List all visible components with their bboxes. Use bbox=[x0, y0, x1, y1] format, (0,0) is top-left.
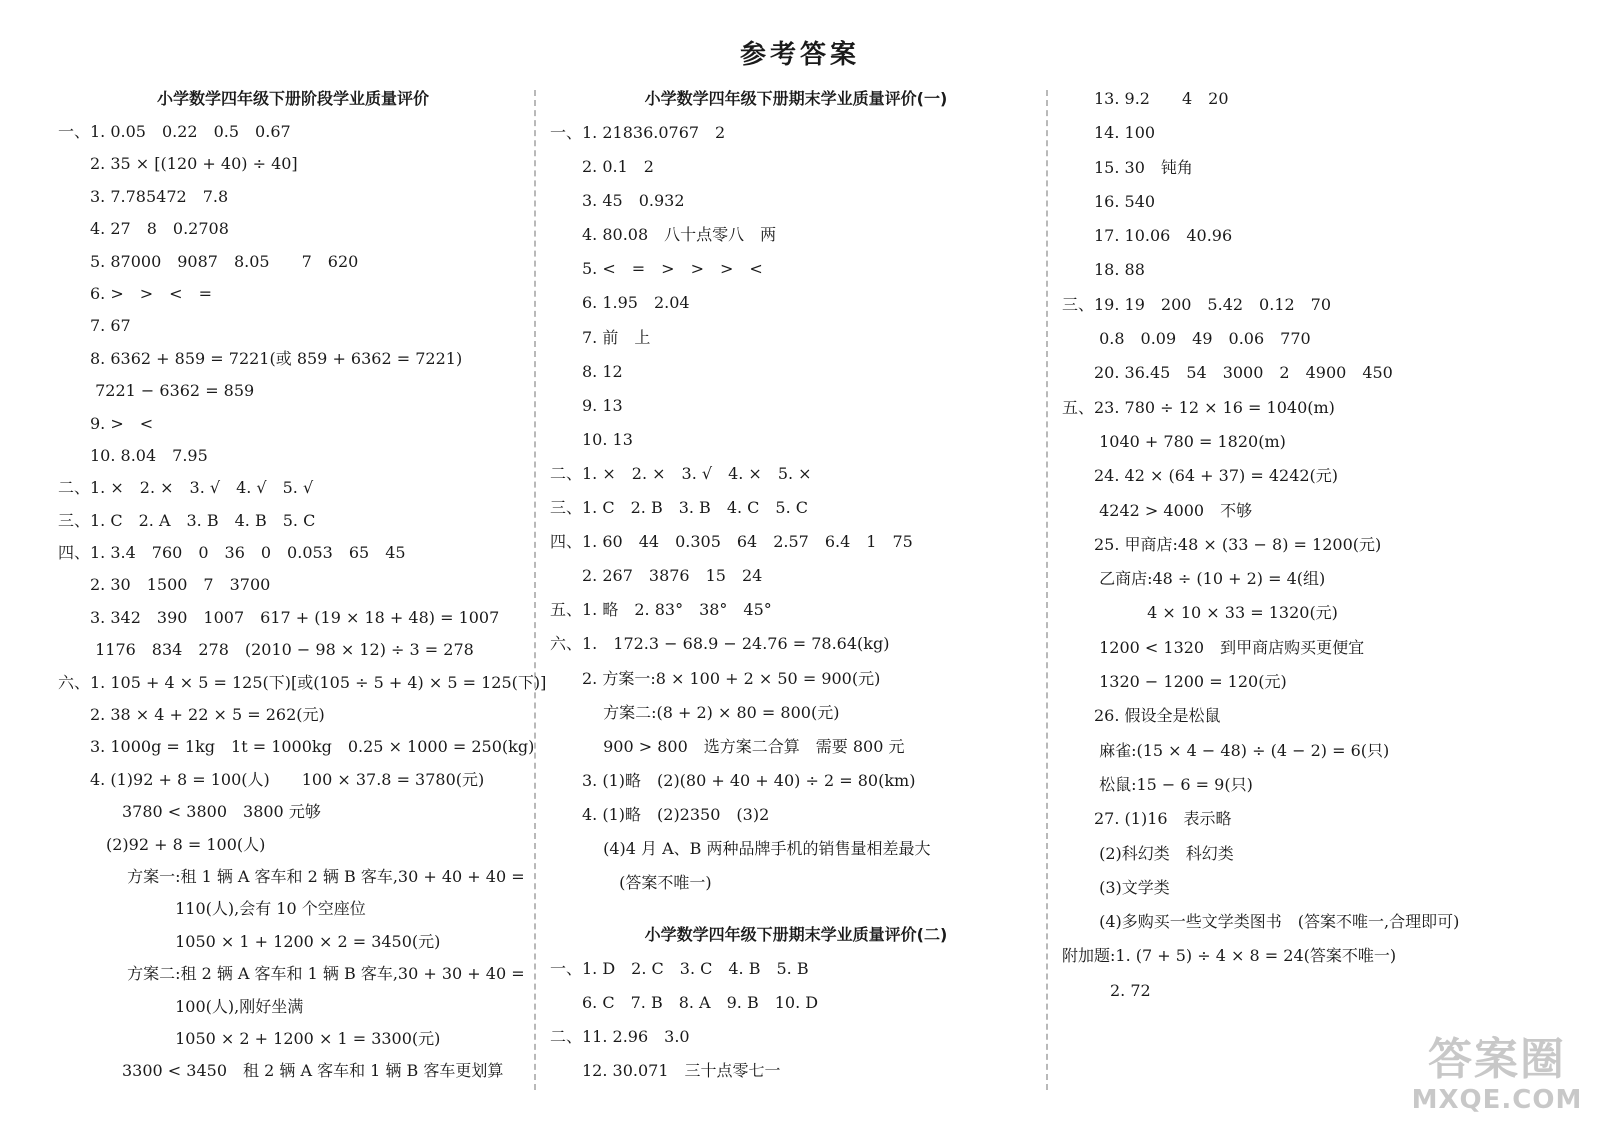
column-divider-right bbox=[1046, 90, 1048, 1090]
answer-column-1 bbox=[58, 82, 547, 1142]
answer-line: 3. 45 0.932 bbox=[550, 191, 685, 211]
answer-line: 一、1. D 2. C 3. C 4. B 5. B bbox=[550, 959, 809, 979]
answer-line: 13. 9.2 4 20 bbox=[1062, 89, 1229, 108]
answer-line: 方案二:(8 + 2) × 80 = 800(元) bbox=[550, 702, 840, 722]
answer-line: 1050 × 2 + 1200 × 1 = 3300(元) bbox=[58, 1028, 441, 1048]
answer-line: 4 × 10 × 33 = 1320(元) bbox=[1062, 603, 1338, 623]
answer-line: 7. 前 上 bbox=[550, 327, 651, 347]
answer-line: 10. 13 bbox=[550, 429, 633, 449]
answer-line: 4. (1)92 + 8 = 100(人) 100 × 37.8 = 3780(元) bbox=[58, 769, 485, 789]
answer-line: 17. 10.06 40.96 bbox=[1062, 226, 1233, 246]
answer-line: 四、1. 3.4 760 0 36 0 0.053 65 45 bbox=[58, 543, 406, 563]
answer-line: 六、1. 172.3 − 68.9 − 24.76 = 78.64(kg) bbox=[550, 634, 890, 654]
answer-line: 26. 假设全是松鼠 bbox=[1062, 706, 1221, 726]
answer-list-stage-evaluation bbox=[58, 116, 547, 1088]
answer-line: 9. > < bbox=[58, 413, 154, 433]
answer-line: 110(人),会有 10 个空座位 bbox=[58, 899, 366, 919]
answer-line: 3780 < 3800 3800 元够 bbox=[58, 802, 321, 822]
answer-line: 4. (1)略 (2)2350 (3)2 bbox=[550, 804, 770, 824]
answer-line: 1176 834 278 (2010 − 98 × 12) ÷ 3 = 278 bbox=[58, 640, 474, 660]
answer-line: 3. 342 390 1007 617 + (19 × 18 + 48) = 1007 bbox=[58, 607, 500, 627]
answer-line: 2. 72 bbox=[1062, 980, 1151, 1000]
answer-line: 麻雀:(15 × 4 − 48) ÷ (4 − 2) = 6(只) bbox=[1062, 740, 1390, 760]
answer-line: 18. 88 bbox=[1062, 260, 1145, 280]
answer-line: 15. 30 钝角 bbox=[1062, 157, 1193, 177]
answer-line: 4. 80.08 八十点零八 两 bbox=[550, 225, 777, 245]
answer-line: 8. 12 bbox=[550, 361, 623, 381]
column-divider-left bbox=[534, 90, 536, 1090]
answer-line: 3300 < 3450 租 2 辆 A 客车和 1 辆 B 客车更划算 bbox=[58, 1061, 504, 1081]
answer-line: 三、19. 19 200 5.42 0.12 70 bbox=[1062, 294, 1332, 314]
answer-line: (2)科幻类 科幻类 bbox=[1062, 843, 1234, 863]
answer-line: 附加题:1. (7 + 5) ÷ 4 × 8 = 24(答案不唯一) bbox=[1062, 946, 1397, 966]
answer-line: 3. (1)略 (2)(80 + 40 + 40) ÷ 2 = 80(km) bbox=[550, 770, 916, 790]
answer-line: 五、1. 略 2. 83° 38° 45° bbox=[550, 600, 772, 620]
answer-line: 7. 67 bbox=[58, 316, 131, 336]
answer-line: 900 > 800 选方案二合算 需要 800 元 bbox=[550, 736, 905, 756]
answer-list-final-evaluation-1 bbox=[550, 116, 1042, 900]
watermark-logo bbox=[1411, 1019, 1583, 1131]
answer-line: 松鼠:15 − 6 = 9(只) bbox=[1062, 774, 1253, 794]
answer-column-2 bbox=[550, 82, 1042, 1142]
answer-line: 10. 8.04 7.95 bbox=[58, 445, 208, 465]
answer-list-final-evaluation-2-continued bbox=[1062, 82, 1582, 1008]
answer-line: 一、1. 0.05 0.22 0.5 0.67 bbox=[58, 122, 291, 141]
answer-line: 4242 > 4000 不够 bbox=[1062, 500, 1253, 520]
answer-line: 三、1. C 2. B 3. B 4. C 5. C bbox=[550, 498, 809, 518]
answer-line: 2. 0.1 2 bbox=[550, 157, 654, 177]
answer-line: 1040 + 780 = 1820(m) bbox=[1062, 431, 1286, 451]
answer-line: 二、1. × 2. × 3. √ 4. × 5. × bbox=[550, 463, 812, 483]
answer-line: 27. (1)16 表示略 bbox=[1062, 809, 1232, 829]
answer-line: 1320 − 1200 = 120(元) bbox=[1062, 672, 1287, 692]
answer-line: (3)文学类 bbox=[1062, 877, 1170, 897]
answer-column-3 bbox=[1062, 82, 1582, 1142]
answer-line: 14. 100 bbox=[1062, 123, 1156, 143]
answer-line: 一、1. 21836.0767 2 bbox=[550, 123, 726, 142]
answer-line: 乙商店:48 ÷ (10 + 2) = 4(组) bbox=[1062, 569, 1326, 589]
answer-line: 6. C 7. B 8. A 9. B 10. D bbox=[550, 993, 819, 1013]
answer-line: 5. < = > > > < bbox=[550, 259, 763, 279]
answer-line: (4)4 月 A、B 两种品牌手机的销售量相差最大 bbox=[550, 838, 931, 858]
answer-line: 4. 27 8 0.2708 bbox=[58, 219, 229, 239]
answer-line: 二、11. 2.96 3.0 bbox=[550, 1027, 690, 1047]
answer-list-final-evaluation-2 bbox=[550, 952, 1042, 1088]
answer-line: 2. 30 1500 7 3700 bbox=[58, 575, 271, 595]
answer-line: 3. 1000g = 1kg 1t = 1000kg 0.25 × 1000 = 250(kg) bbox=[58, 737, 535, 757]
watermark-logo-text: 答案圈 bbox=[1428, 1034, 1566, 1085]
answer-line: 二、1. × 2. × 3. √ 4. √ 5. √ bbox=[58, 478, 314, 498]
answer-line: 12. 30.071 三十点零七一 bbox=[550, 1061, 781, 1081]
page-title: 参考答案 bbox=[739, 40, 860, 70]
answer-line: (2)92 + 8 = 100(人) bbox=[58, 834, 266, 854]
answer-line: 24. 42 × (64 + 37) = 4242(元) bbox=[1062, 466, 1339, 486]
answer-line: 16. 540 bbox=[1062, 191, 1156, 211]
answer-line: 2. 方案一:8 × 100 + 2 × 50 = 900(元) bbox=[550, 668, 881, 688]
answer-line: 五、23. 780 ÷ 12 × 16 = 1040(m) bbox=[1062, 397, 1335, 417]
answer-line: 100(人),刚好坐满 bbox=[58, 996, 304, 1016]
answer-line: 六、1. 105 + 4 × 5 = 125(下)[或(105 ÷ 5 + 4) × 5 = 125(下)] bbox=[58, 672, 547, 692]
answer-line: 1200 < 1320 到甲商店购买更便宜 bbox=[1062, 637, 1365, 657]
answer-line: 2. 38 × 4 + 22 × 5 = 262(元) bbox=[58, 705, 325, 725]
answer-line: 3. 7.785472 7.8 bbox=[58, 186, 229, 206]
answer-line: 9. 13 bbox=[550, 395, 623, 415]
answer-line: 方案二:租 2 辆 A 客车和 1 辆 B 客车,30 + 30 + 40 = bbox=[58, 964, 525, 984]
answer-line: (4)多购买一些文学类图书 (答案不唯一,合理即可) bbox=[1062, 912, 1460, 932]
answer-line: 20. 36.45 54 3000 2 4900 450 bbox=[1062, 363, 1393, 383]
answer-line: 三、1. C 2. A 3. B 4. B 5. C bbox=[58, 510, 316, 530]
answer-line: 5. 87000 9087 8.05 7 620 bbox=[58, 251, 359, 271]
section-heading-stage-evaluation: 小学数学四年级下册阶段学业质量评价 bbox=[156, 89, 429, 108]
answer-line: 8. 6362 + 859 = 7221(或 859 + 6362 = 7221) bbox=[58, 348, 463, 368]
answer-line: 2. 267 3876 15 24 bbox=[550, 566, 763, 586]
answer-line: 6. 1.95 2.04 bbox=[550, 293, 690, 313]
answer-line: 2. 35 × [(120 + 40) ÷ 40] bbox=[58, 154, 298, 174]
answer-line: (答案不唯一) bbox=[550, 873, 712, 893]
section-heading-final-evaluation-2: 小学数学四年级下册期末学业质量评价(二) bbox=[644, 925, 948, 945]
section-heading-final-evaluation-1: 小学数学四年级下册期末学业质量评价(一) bbox=[644, 89, 948, 108]
answer-line: 1050 × 1 + 1200 × 2 = 3450(元) bbox=[58, 931, 441, 951]
watermark-url: MXQE.COM bbox=[1411, 1085, 1583, 1115]
answer-line: 25. 甲商店:48 × (33 − 8) = 1200(元) bbox=[1062, 534, 1382, 554]
answer-line: 6. > > < = bbox=[58, 283, 212, 303]
answer-line: 0.8 0.09 49 0.06 770 bbox=[1062, 329, 1311, 349]
answer-line: 四、1. 60 44 0.305 64 2.57 6.4 1 75 bbox=[550, 532, 913, 552]
answer-line: 7221 − 6362 = 859 bbox=[58, 381, 255, 401]
answer-line: 方案一:租 1 辆 A 客车和 2 辆 B 客车,30 + 40 + 40 = bbox=[58, 866, 525, 886]
